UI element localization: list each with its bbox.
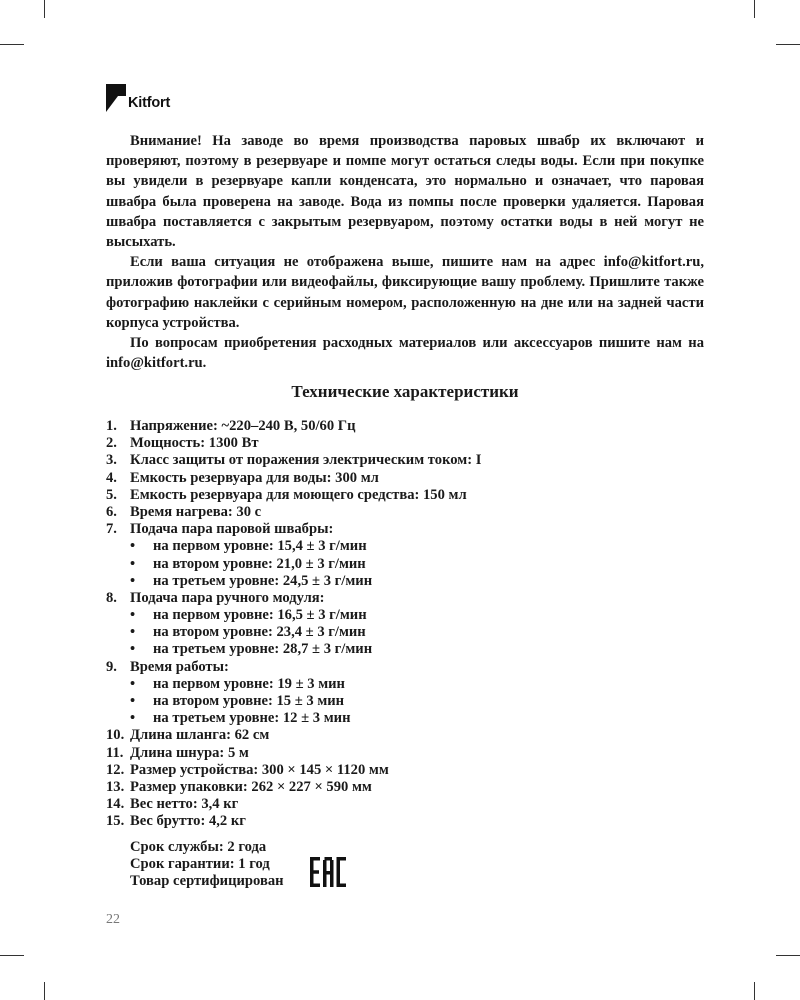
specs-title: Технические характеристики <box>291 382 519 401</box>
notice-paragraph-1-text: На заводе во время производства паровых швабр их включают и проверяют, поэтому в резервуаре и помпе могут остаться следы воды. Если при покупке вы увидели в резервуаре капли конденсата, это нормально и означает, что паровая швабра была проверена на заводе. Вода из помпы после проверки удаляется. Паровая швабра поставляется с закрытым резервуаром, поэтому остатки воды в ней могут не высыхать. <box>106 133 704 251</box>
page-number: 22 <box>106 912 120 927</box>
kitfort-logo-icon <box>106 84 126 112</box>
spec-text: Размер устройства: 300 × 145 × 1120 мм <box>130 761 389 778</box>
spec-text: Вес брутто: 4,2 кг <box>130 813 246 830</box>
crop-mark <box>44 0 45 18</box>
crop-mark <box>754 0 755 18</box>
spec-text: Емкость резервуара для моющего средства: 150 мл <box>130 486 467 503</box>
spec-text: Подача пара паровой швабры: <box>130 521 334 538</box>
kitfort-logo <box>106 84 170 112</box>
spec-text: Время нагрева: 30 с <box>130 503 262 520</box>
spec-number: 4. <box>106 469 117 486</box>
spec-number: 6. <box>106 503 117 520</box>
spec-subitem-text: на первом уровне: 19 ± 3 мин <box>153 675 345 692</box>
notice-lead: Внимание! <box>130 133 202 149</box>
spec-number: 2. <box>106 435 117 452</box>
spec-text: Класс защиты от поражения электрическим током: I <box>130 452 482 469</box>
spec-number: 9. <box>106 658 117 675</box>
spec-number: 8. <box>106 589 117 606</box>
notice-section <box>106 131 704 373</box>
spec-subitem-text: на первом уровне: 16,5 ± 3 г/мин <box>153 607 367 624</box>
spec-text: Напряжение: ~220–240 В, 50/60 Гц <box>130 418 356 434</box>
spec-subitem-text: на втором уровне: 15 ± 3 мин <box>153 693 345 709</box>
spec-text: Размер упаковки: 262 × 227 × 590 мм <box>130 778 372 795</box>
bullet-icon: • <box>130 555 136 572</box>
spec-number: 15. <box>106 813 125 830</box>
notice-paragraph-2: Если ваша ситуация не отображена выше, пишите нам на адрес info@kitfort.ru, приложив фотографии или видеофайлы, фиксирующие вашу проблему. Пришлите также фотографию наклейки с серийным номером, расположенную на дне или на задней части корпуса устройства. <box>106 254 704 331</box>
spec-number: 3. <box>106 452 117 469</box>
warranty: Срок гарантии: 1 год <box>130 856 270 873</box>
bullet-icon: • <box>130 538 136 555</box>
spec-number: 14. <box>106 796 125 813</box>
spec-number: 7. <box>106 521 117 538</box>
bullet-icon: • <box>130 710 136 727</box>
spec-subitem-text: на третьем уровне: 24,5 ± 3 г/мин <box>153 572 373 589</box>
spec-text: Длина шнура: 5 м <box>130 744 249 761</box>
spec-subitem-text: на третьем уровне: 28,7 ± 3 г/мин <box>153 641 373 658</box>
crop-mark <box>754 982 755 1000</box>
notice-paragraph-3: По вопросам приобретения расходных материалов или аксессуаров пишите нам на info@kitfort.ru. <box>106 335 704 372</box>
spec-number: 5. <box>106 486 117 503</box>
crop-mark <box>776 44 800 45</box>
bullet-icon: • <box>130 572 136 589</box>
spec-text: Мощность: 1300 Вт <box>130 435 259 452</box>
crop-mark <box>0 44 24 45</box>
spec-subitem-text: на первом уровне: 15,4 ± 3 г/мин <box>153 538 367 555</box>
crop-mark <box>776 955 800 956</box>
spec-subitem-text: на третьем уровне: 12 ± 3 мин <box>153 710 351 727</box>
service-life: Срок службы: 2 года <box>130 839 267 855</box>
footer-info <box>130 839 284 891</box>
spec-text: Емкость резервуара для воды: 300 мл <box>130 469 379 486</box>
bullet-icon: • <box>130 607 136 624</box>
spec-number: 13. <box>106 778 125 795</box>
spec-subitem-text: на втором уровне: 21,0 ± 3 г/мин <box>153 555 366 572</box>
bullet-icon: • <box>130 693 136 709</box>
notice-paragraph-1 <box>106 131 704 252</box>
crop-mark <box>44 982 45 1000</box>
bullet-icon: • <box>130 641 136 658</box>
crop-mark <box>0 955 24 956</box>
spec-number: 1. <box>106 418 117 434</box>
spec-number: 12. <box>106 761 125 778</box>
spec-text: Вес нетто: 3,4 кг <box>130 796 239 813</box>
spec-subitem-text: на втором уровне: 23,4 ± 3 г/мин <box>153 624 366 641</box>
spec-text: Подача пара ручного модуля: <box>130 589 325 606</box>
spec-text: Время работы: <box>130 658 229 675</box>
bullet-icon: • <box>130 624 136 641</box>
spec-number: 11. <box>106 744 124 761</box>
spec-text: Длина шланга: 62 см <box>130 727 270 744</box>
brand-name: Kitfort <box>128 94 171 111</box>
spec-number: 10. <box>106 727 125 744</box>
certified: Товар сертифицирован <box>130 873 284 890</box>
eac-certification-icon <box>310 857 346 887</box>
bullet-icon: • <box>130 675 136 692</box>
